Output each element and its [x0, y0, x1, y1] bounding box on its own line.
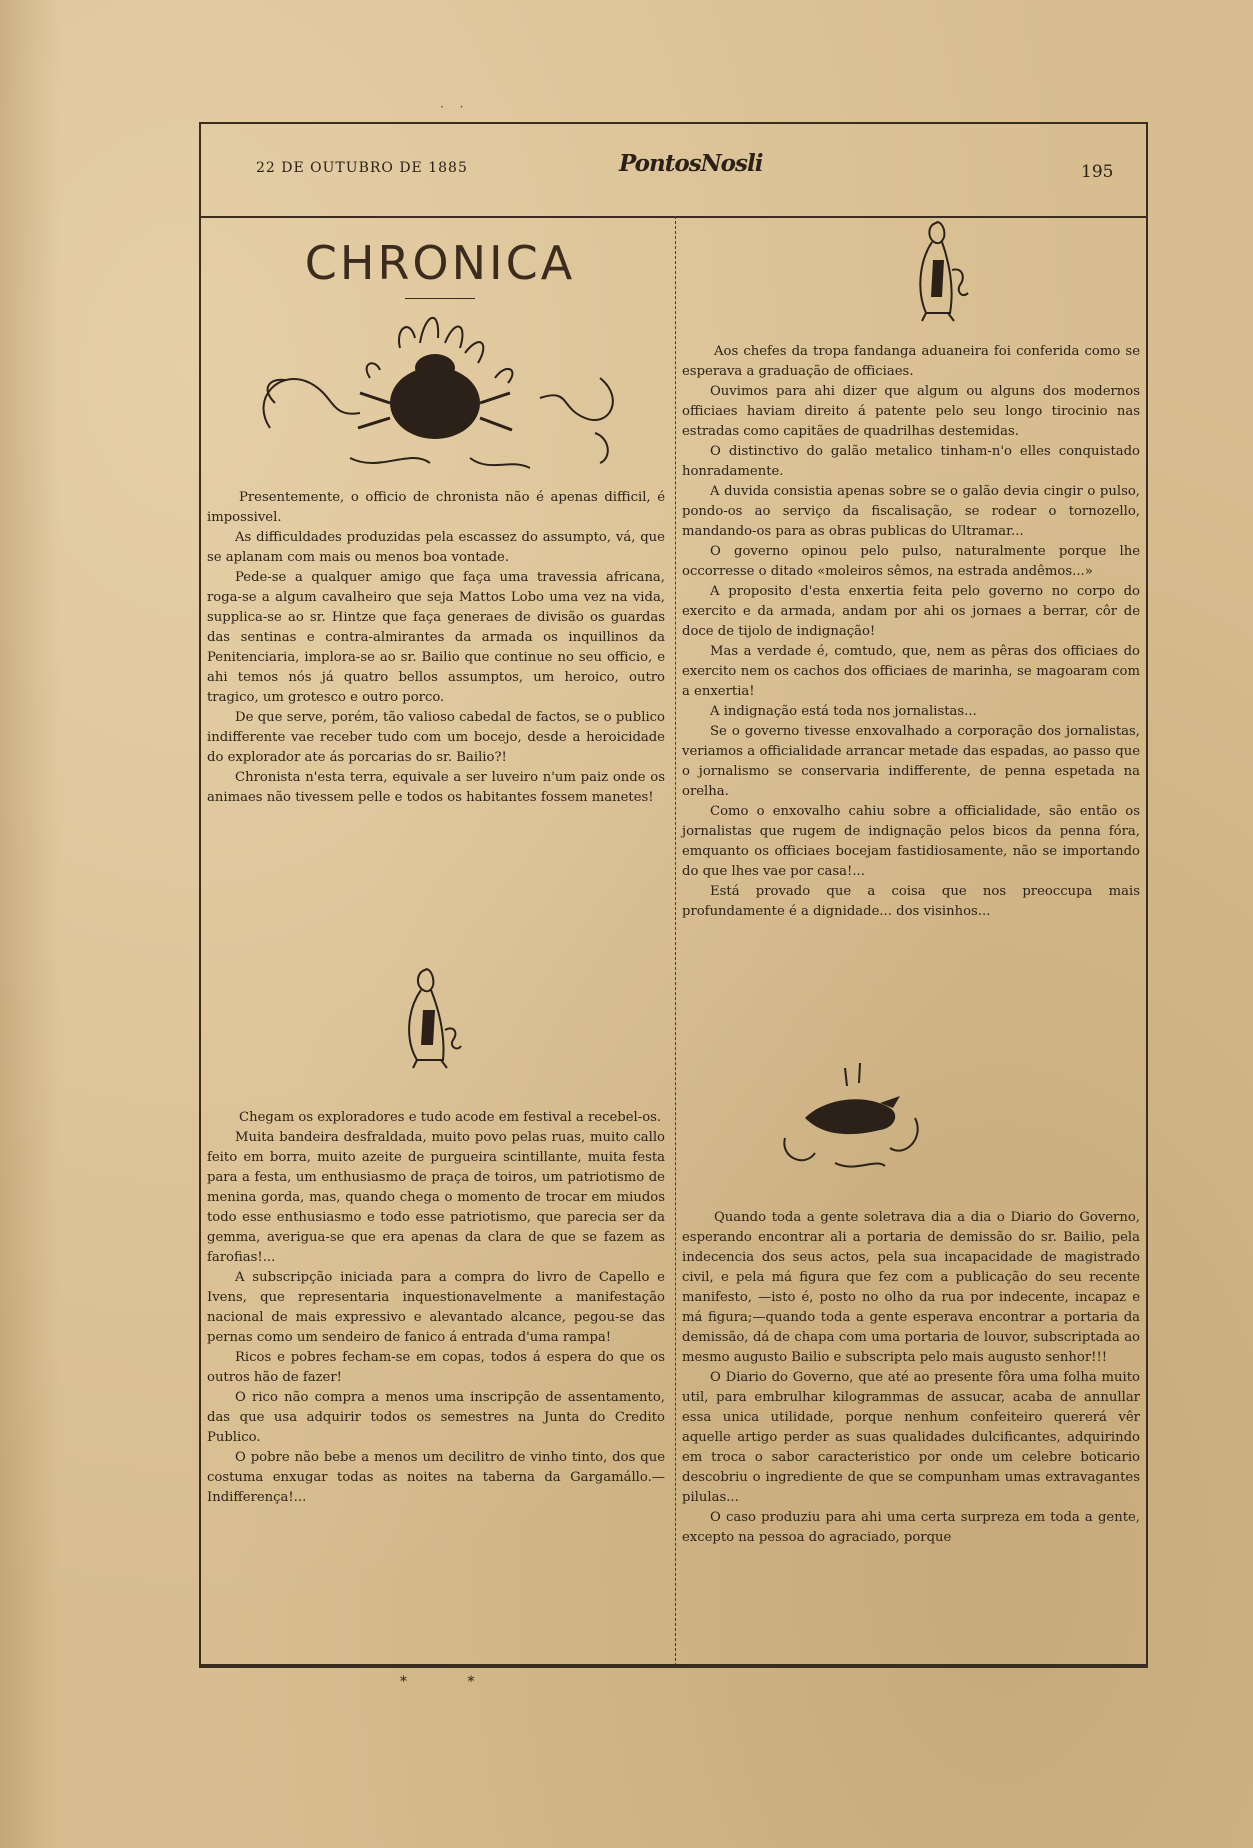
page-number: 195: [1081, 162, 1114, 182]
paragraph: A proposito d'esta enxertia feita pelo governo no corpo do exercito e da armada, andam por ahi os jornaes a berrar, côr de doce de tijolo de indignação!: [682, 584, 1140, 639]
paragraph: Presentemente, o officio de chronista não é apenas difficil, é impossivel.: [207, 490, 665, 525]
chronica-title: CHRONICA: [304, 236, 576, 290]
paragraph: O governo opinou pelo pulso, naturalmente porque lhe occorresse o ditado «moleiros sêmos, na estrada andêmos...»: [682, 544, 1140, 579]
paragraph: De que serve, porém, tão valioso cabedal de factos, se o publico indifferente vae receber tudo com um bocejo, desde a heroicidade do explorador ate ás porcarias do sr. Bailio?!: [207, 710, 665, 765]
right-column-section-2: [682, 1208, 1140, 1548]
paragraph: Muita bandeira desfraldada, muito povo pelas ruas, muito callo feito em borra, muito azeite de purgueira scintillante, muita festa para a festa, um enthusiasmo de praça de toiros, um patriotismo de menina gorda, mas, quando chega o momento de trocar em miudos todo esse enthusiasmo e todo esse patriotismo, que parecia ser da gemma, averigua-se que era apenas da clara de que se fazem as farofias!...: [207, 1130, 665, 1265]
left-column-section-1: [207, 488, 665, 808]
paragraph: Ricos e pobres fecham-se em copas, todos á espera do que os outros hão de fazer!: [207, 1350, 665, 1385]
paragraph: Mas a verdade é, comtudo, que, nem as pêras dos officiaes do exercito nem os cachos dos officiaes de marinha, se magoaram com a enxertia!: [682, 644, 1140, 699]
paragraph: O Diario do Governo, que até ao presente fôra uma folha muito util, para embrulhar kilogrammas de assucar, acaba de annullar essa unica utilidade, porque nenhum confeiteiro quererá vêr aquelle artigo perder as suas qualidades dulcificantes, adquirindo em troca o sabor caracteristico por onde um celebre boticario descobriu o ingrediente de que se compunham umas extravagantes pilulas...: [682, 1370, 1140, 1505]
paragraph: Aos chefes da tropa fandanga aduaneira foi conferida como se esperava a graduação de officiaes.: [682, 344, 1140, 379]
monk-vignette-icon: [900, 215, 980, 325]
paragraph: As difficuldades produzidas pela escassez do assumpto, vá, que se aplanam com mais ou menos boa vontade.: [207, 530, 665, 565]
beetle-fleuron-icon: [240, 308, 630, 488]
paragraph: Quando toda a gente soletrava dia a dia o Diario do Governo, esperando encontrar ali a portaria de demissão do sr. Bailio, pela indecencia dos seus actos, pela sua incapacidade de magistrado civil, e pela má figura que fez com a publicação do seu recente manifesto, —isto é, posto no olho da rua por indecente, incapaz e má figura;—quando toda a gente esperava encontrar a portaria da demissão, dá de chapa com uma portaria de louvor, subscriptada ao mesmo augusto Bailio e subscripta pelo mais augusto senhor!!!: [682, 1210, 1140, 1365]
paragraph: Chronista n'esta terra, equivale a ser luveiro n'um paiz onde os animaes não tivessem pelle e todos os habitantes fossem manetes!: [207, 770, 665, 805]
page-edge-stain: [0, 0, 60, 1848]
masthead-logo: PontosNosli: [619, 150, 763, 177]
paragraph: Como o enxovalho cahiu sobre a officialidade, são então os jornalistas que rugem de indignação pelos bicos da penna fóra, emquanto os officiaes bocejam fastidiosamente, não se importando do que lhes vae por casa!...: [682, 804, 1140, 879]
title-rule: [405, 298, 475, 299]
column-divider: [675, 216, 676, 1666]
paragraph: O pobre não bebe a menos um decilitro de vinho tinto, dos que costuma enxugar todas as noites na taberna da Gargamállo.—Indifferença!...: [207, 1450, 665, 1505]
top-speck: · ·: [440, 100, 470, 114]
paragraph: O caso produziu para ahi uma certa surpreza em toda a gente, excepto na pessoa do agraciado, porque: [682, 1510, 1140, 1545]
monk-vignette-icon: [395, 960, 475, 1072]
paragraph: Pede-se a qualquer amigo que faça uma travessia africana, roga-se a algum cavalheiro que seja Mattos Lobo uma vez na vida, supplica-se ao sr. Hintze que faça generaes de divisão os guardas das sentinas e contra-almirantes da armada os inquillinos da Penitenciaria, implora-se ao sr. Bailio que continue no seu officio, e ahi temos nós já quatro bellos assumptos, um heroico, outro tragico, um grotesco e outro porco.: [207, 570, 665, 705]
page-header: [201, 124, 1146, 218]
right-column-section-1: [682, 342, 1140, 922]
paragraph: A indignação está toda nos jornalistas...: [710, 704, 977, 719]
stars-separator: * *: [400, 1674, 503, 1690]
paragraph: O rico não compra a menos uma inscripção de assentamento, das que usa adquirir todos os semestres na Junta do Credito Publico.: [207, 1390, 665, 1445]
header-date: 22 DE OUTUBRO DE 1885: [256, 160, 468, 176]
paragraph: A subscripção iniciada para a compra do livro de Capello e Ivens, que representaria inquestionavelmente a manifestação nacional de mais expressivo e alevantado alcance, pegou-se das pernas como um sendeiro de fanico á entrada d'uma rampa!: [207, 1270, 665, 1345]
paragraph: Chegam os exploradores e tudo acode em festival a recebel-os.: [239, 1110, 662, 1125]
left-column-section-2: [207, 1108, 665, 1508]
paragraph: Se o governo tivesse enxovalhado a corporação dos jornalistas, veriamos a officialidade arrancar metade das espadas, ao passo que o jornalismo se conservaria indifferente, de penna espetada na orelha.: [682, 724, 1140, 799]
paragraph: Ouvimos para ahi dizer que algum ou alguns dos modernos officiaes haviam direito á patente pelo seu longo tirocinio nas estradas como capitães de quadrilhas destemidas.: [682, 384, 1140, 439]
paragraph: A duvida consistia apenas sobre se o galão devia cingir o pulso, pondo-os ao serviço da fiscalisação, se rodear o tornozello, mandando-os para as obras publicas do Ultramar...: [682, 484, 1140, 539]
bottom-rule: [201, 1664, 1146, 1666]
paragraph: Está provado que a coisa que nos preoccupa mais profundamente é a dignidade... dos visinhos...: [682, 884, 1140, 919]
bird-vignette-icon: [775, 1058, 925, 1176]
paragraph: O distinctivo do galão metalico tinham-n'o elles conquistado honradamente.: [682, 444, 1140, 479]
